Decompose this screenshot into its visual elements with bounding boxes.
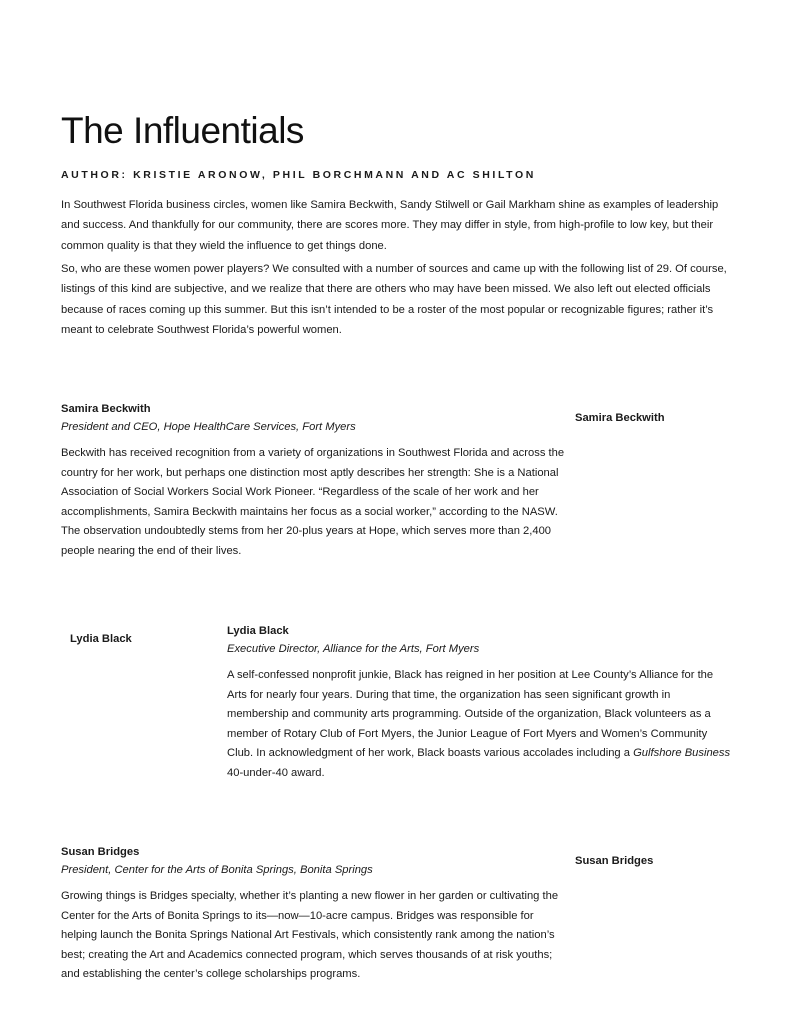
profile-lydia-black <box>227 622 735 784</box>
bio-text: 40-under-40 award. <box>227 766 325 779</box>
photo-caption: Lydia Black <box>70 633 132 645</box>
page-title: The Influentials <box>61 110 304 151</box>
profile-role: Executive Director, Alliance for the Arts, Fort Myers <box>227 643 480 655</box>
byline: AUTHOR: KRISTIE ARONOW, PHIL BORCHMANN AND AC SHILTON <box>61 169 536 181</box>
intro-paragraph: In Southwest Florida business circles, women like Samira Beckwith, Sandy Stilwell or Gail Markham shine as examples of leadership and success. And thankfully for our community, there are scores more. They may differ in style, from high-profile to low key, but their common quality is that they wield the influence to get things done. <box>61 199 719 252</box>
profile-name: Samira Beckwith <box>61 403 151 415</box>
profile-name: Susan Bridges <box>61 846 140 858</box>
photo-caption: Susan Bridges <box>575 855 654 867</box>
bio-text: A self-confessed nonprofit junkie, Black has reigned in her position at Lee County’s Alliance for the Arts for nearly four years. During that time, the organization has seen significant growth in membership and community arts programming. Outside of the organization, Black volunteers as a member of Rotary Club of Fort Myers, the Junior League of Fort Myers and Women’s Community Club. In acknowledgment of her work, Black boasts various accolades including a <box>227 669 714 760</box>
profile-name: Lydia Black <box>227 625 289 637</box>
photo-caption: Samira Beckwith <box>575 412 665 424</box>
publication-title: Gulfshore Business <box>633 747 731 760</box>
profile-bio: Growing things is Bridges specialty, whether it’s planting a new flower in her garden or cultivating the Center for the Arts of Bonita Springs to its—now—10-acre campus. Bridges was responsible for helping launch the Bonita Springs National Art Festivals, which consistently rank among the nation’s best; creating the Art and Academics connected program, which serves thousands of at risk youths; and establishing the center’s college scholarships programs. <box>61 890 559 981</box>
intro-paragraph: So, who are these women power players? We consulted with a number of sources and came up with the following list of 29. Of course, listings of this kind are subjective, and we realize that there are others who may have been missed. We also left out elected officials because of races coming up this summer. But this isn’t intended to be a roster of the most popular or recognizable figures; rather it’s meant to celebrate Southwest Florida’s powerful women. <box>61 263 727 337</box>
profile-role: President, Center for the Arts of Bonita Springs, Bonita Springs <box>61 864 373 876</box>
profile-susan-bridges <box>61 843 571 985</box>
profile-bio <box>227 666 735 784</box>
profile-samira-beckwith <box>61 400 571 562</box>
profile-bio: Beckwith has received recognition from a variety of organizations in Southwest Florida and across the country for her work, but perhaps one distinction most aptly describes her strength: She is a National Association of Social Workers Social Work Pioneer. “Regardless of the scale of her work and her accomplishments, Samira Beckwith maintains her focus as a social worker,” according to the NASW. The observation undoubtedly stems from her 20-plus years at Hope, which serves more than 2,400 people nearing the end of their lives. <box>61 447 565 557</box>
profile-role: President and CEO, Hope HealthCare Services, Fort Myers <box>61 421 356 433</box>
